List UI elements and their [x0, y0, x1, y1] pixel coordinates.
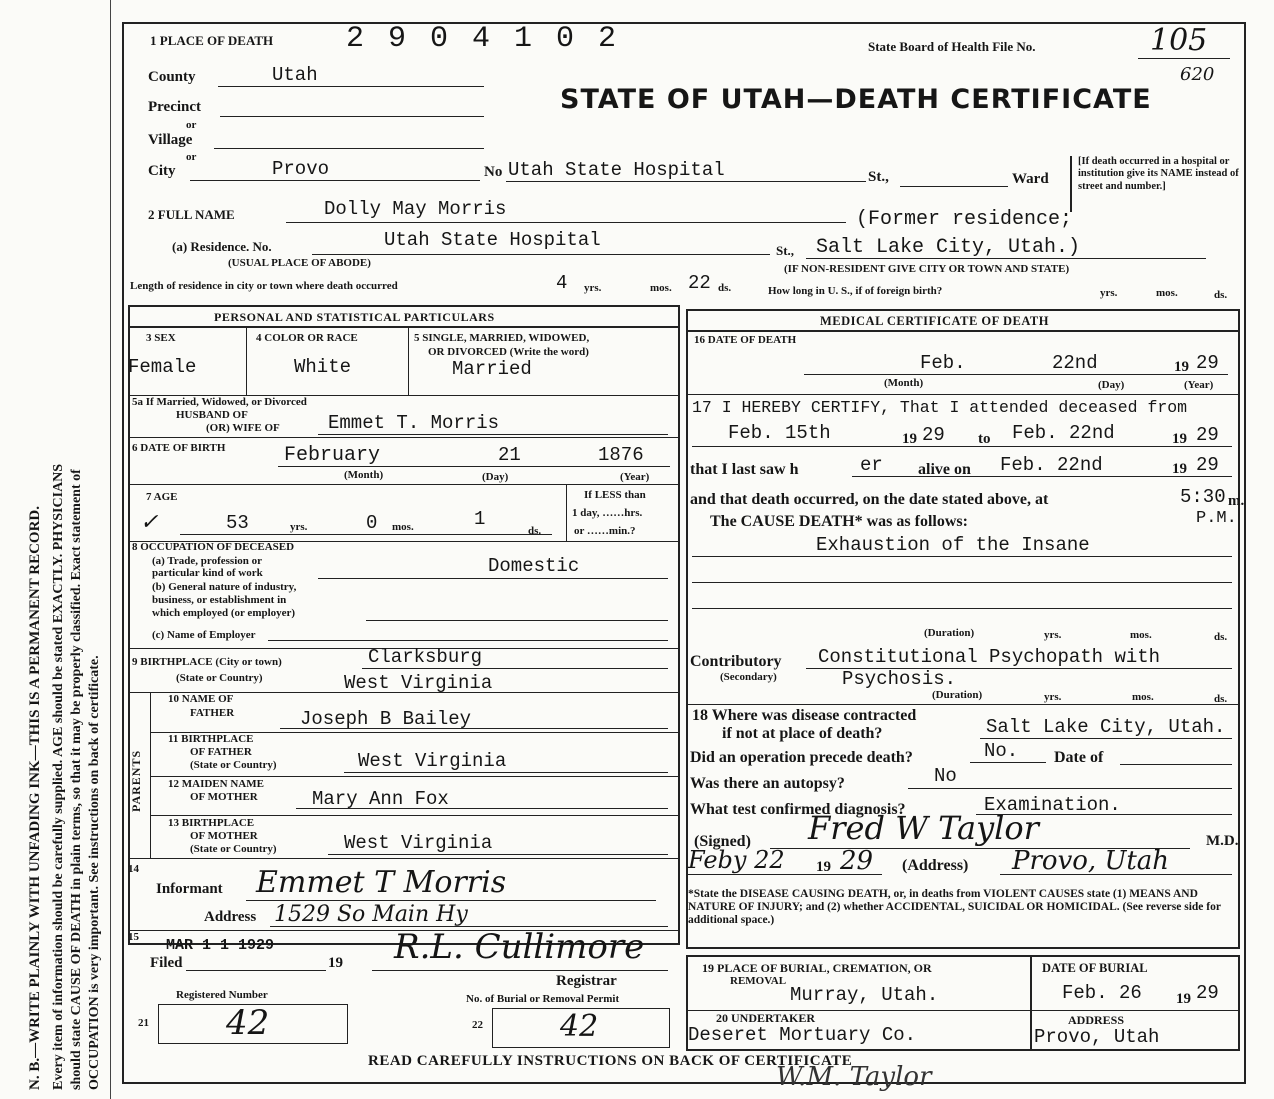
informant-num: 14 [128, 863, 139, 875]
physician-signature: Fred W Taylor [808, 809, 1039, 847]
occ-a-2: particular kind of work [152, 567, 263, 579]
or-2: or [186, 151, 197, 163]
cause-line-1 [692, 556, 1232, 557]
alive-on-label: alive on [918, 461, 971, 478]
stamp-number: 2 9 0 4 1 0 2 [346, 22, 620, 56]
burial-permit-num: 22 [472, 1019, 483, 1031]
length-label: Length of residence in city or town where death occurred [130, 280, 398, 292]
medical-heading: MEDICAL CERTIFICATE OF DEATH [820, 314, 1049, 328]
occ-c-line [268, 640, 668, 641]
sig-19: 19 [816, 859, 831, 875]
date-of-line [1120, 764, 1232, 765]
row-rule-3 [128, 484, 680, 485]
side-note-1: N. B.—WRITE PLAINLY WITH UNFADING INK—THIS IS A PERMANENT RECORD. [27, 506, 43, 1090]
city-value: Provo [272, 158, 330, 180]
less-divider [566, 484, 567, 541]
duration-mos-2: mos. [1132, 691, 1154, 703]
sig-address-line [1000, 874, 1232, 875]
dod-year-label: (Year) [1184, 379, 1214, 391]
dod-label: 16 DATE OF DEATH [694, 334, 797, 346]
precinct-line [220, 116, 484, 117]
city-line [190, 180, 480, 181]
full-name-line [286, 222, 846, 223]
occupation-value: Domestic [488, 555, 580, 577]
autopsy-label: Was there an autopsy? [690, 775, 845, 792]
less-than-2: 1 day, ……hrs. [572, 507, 643, 519]
res-st-label: St., [776, 243, 795, 258]
md-label: M.D. [1206, 833, 1239, 849]
side-note-3: should state CAUSE OF DEATH in plain terms, so that it may be properly classified. Exact statement of [69, 469, 84, 1090]
dob-year: 1876 [598, 444, 644, 466]
no-value: Utah State Hospital [508, 159, 725, 181]
registrar-line [372, 970, 668, 971]
informant-address-label: Address [204, 909, 257, 925]
registrar-label: Registrar [556, 973, 617, 989]
attended-from: Feb. 15th [728, 422, 831, 444]
side-note-4: OCCUPATION is very important. See instructions on back of certificate. [87, 655, 102, 1090]
full-name-value: Dolly May Morris [324, 198, 507, 220]
personal-heading: PERSONAL AND STATISTICAL PARTICULARS [214, 310, 495, 324]
med-rule-1 [686, 394, 1240, 395]
burial-date-year: 29 [1196, 982, 1219, 1004]
undertaker-label: 20 UNDERTAKER [716, 1011, 816, 1025]
burial-place-label-1: 19 PLACE OF BURIAL, CREMATION, OR [702, 961, 932, 975]
fbirth-label-2: OF FATHER [190, 746, 252, 758]
sig-date-line [688, 874, 882, 875]
duration-mos-1: mos. [1130, 629, 1152, 641]
city-label: City [148, 163, 176, 179]
dod-day: 22nd [1052, 352, 1098, 374]
how-long-yrs: yrs. [1100, 287, 1118, 299]
color-divider [408, 327, 409, 395]
reg-num: 21 [138, 1017, 149, 1029]
contributory-1: Constitutional Psychopath with [818, 646, 1161, 668]
color-value: White [294, 356, 352, 378]
dob-day: 21 [498, 444, 521, 466]
mbirth-line [328, 854, 668, 855]
mbirth-label-3: (State or Country) [190, 843, 277, 855]
dob-month-label: (Month) [344, 469, 384, 481]
mother-line [296, 808, 668, 809]
reg-number-value: 42 [226, 1003, 270, 1043]
former-residence: (Former residence; [856, 208, 1073, 231]
duration-ds-1: ds. [1214, 631, 1228, 643]
parents-left-rule [150, 692, 151, 858]
burial-address-label: ADDRESS [1068, 1013, 1125, 1027]
occupation-label: 8 OCCUPATION OF DECEASED [132, 541, 295, 553]
time-of-death: 5:30 [1180, 486, 1226, 508]
usual-abode: (USUAL PLACE OF ABODE) [228, 257, 371, 269]
last-saw-label: that I last saw h [690, 461, 799, 478]
last-saw-pronoun: er [860, 454, 883, 476]
row-rule-8 [150, 776, 680, 777]
age-check: ✓ [140, 510, 159, 535]
how-long-label: How long in U. S., if of foreign birth? [768, 285, 943, 297]
birthplace-state: West Virginia [344, 672, 493, 694]
spouse-label-1: 5a If Married, Widowed, or Divorced [132, 396, 307, 408]
test-value: Examination. [984, 794, 1121, 816]
burial-permit-value: 42 [560, 1009, 599, 1044]
st-line [900, 186, 1008, 187]
length-days: 22 [688, 272, 711, 294]
duration-label-1: (Duration) [924, 627, 975, 639]
attended-to-label: to [978, 431, 991, 447]
dod-day-label: (Day) [1098, 379, 1125, 391]
row-rule-10 [128, 858, 680, 859]
ward-label: Ward [1012, 171, 1049, 187]
dob-month: February [284, 444, 381, 467]
residence-city: Salt Lake City, Utah.) [816, 236, 1081, 259]
dod-month: Feb. [920, 352, 966, 374]
occ-a-1: (a) Trade, profession or [152, 555, 262, 567]
occ-b-2: business, or establishment in [152, 594, 287, 606]
full-name-label: 2 FULL NAME [148, 207, 235, 222]
sig-address: Provo, Utah [1012, 846, 1170, 876]
father-birthplace: West Virginia [358, 750, 507, 772]
precinct-label: Precinct [148, 99, 202, 115]
dod-month-label: (Month) [884, 377, 924, 389]
cause-footnote: *State the DISEASE CAUSING DEATH, or, in deaths from VIOLENT CAUSES state (1) MEANS AND NATURE OF INJURY; and (2) whether ACCIDENTAL, SUICIDAL OR HOMICIDAL. (See reverse side for additional space.) [688, 888, 1221, 927]
duration-label-2: (Duration) [932, 689, 983, 701]
marital-label-1: 5 SINGLE, MARRIED, WIDOWED, [414, 332, 590, 344]
father-value: Joseph B Bailey [300, 708, 472, 730]
birthplace-city: Clarksburg [368, 646, 483, 668]
filed-line [186, 970, 326, 971]
length-mos: mos. [650, 282, 672, 294]
occ-b-1: (b) General nature of industry, [152, 581, 297, 593]
nonresident-note: (IF NON-RESIDENT GIVE CITY OR TOWN AND STATE) [784, 263, 1070, 275]
age-line [180, 534, 552, 535]
fbirth-label-1: 11 BIRTHPLACE [168, 733, 254, 745]
file-note: 620 [1180, 64, 1215, 85]
autopsy-value: No [934, 765, 957, 787]
dob-line [278, 466, 670, 467]
last-saw-line [852, 476, 1232, 477]
place-of-death-label: 1 PLACE OF DEATH [150, 33, 274, 48]
length-ds: ds. [718, 282, 732, 294]
dod-19: 19 [1174, 359, 1189, 375]
fbirth-line [344, 772, 668, 773]
age-days: 1 [474, 508, 486, 530]
attended-to-19: 19 [1172, 431, 1187, 447]
less-than-1: If LESS than [584, 489, 646, 501]
informant-label: Informant [156, 881, 223, 897]
color-label: 4 COLOR OR RACE [256, 332, 358, 344]
burial-date-label: DATE OF BURIAL [1042, 961, 1148, 975]
spouse-label-3: (OR) WIFE OF [206, 422, 280, 434]
contributory-2: Psychosis. [842, 668, 957, 690]
dod-year: 29 [1196, 352, 1219, 374]
burial-address: Provo, Utah [1034, 1026, 1160, 1048]
undertaker-value: Deseret Mortuary Co. [688, 1024, 917, 1046]
dob-day-label: (Day) [482, 471, 509, 483]
no-label: No [484, 164, 503, 180]
operation-value: No. [984, 740, 1019, 762]
no-line [506, 181, 866, 182]
or-1: or [186, 119, 197, 131]
instructions-footer: READ CAREFULLY INSTRUCTIONS ON BACK OF CERTIFICATE [368, 1053, 853, 1069]
informant-signature: Emmet T Morris [256, 865, 507, 900]
duration-yrs-2: yrs. [1044, 691, 1062, 703]
marital-label-2: OR DIVORCED (Write the word) [428, 346, 589, 358]
mbirth-label-2: OF MOTHER [190, 830, 258, 842]
residence-line [312, 254, 770, 255]
attended-to: Feb. 22nd [1012, 422, 1115, 444]
fbirth-label-3: (State or Country) [190, 759, 277, 771]
file-no: 105 [1150, 23, 1208, 58]
marital-value: Married [452, 358, 532, 380]
spouse-line [318, 434, 668, 435]
birthplace-state-label: (State or Country) [176, 672, 263, 684]
sig-year: 29 [840, 846, 874, 876]
age-months: 0 [366, 512, 378, 534]
burial-divider [1030, 955, 1032, 1051]
age-years: 53 [226, 512, 249, 534]
reg-number-label: Registered Number [176, 989, 268, 1001]
father-line [280, 728, 668, 729]
certificate-title: STATE OF UTAH—DEATH CERTIFICATE [560, 84, 1152, 115]
burial-place: Murray, Utah. [790, 984, 939, 1006]
med-rule-2 [686, 704, 1240, 705]
occ-c: (c) Name of Employer [152, 629, 256, 641]
row-rule-9 [150, 815, 680, 816]
informant-line [246, 900, 656, 901]
occurred-label: and that death occurred, on the date stated above, at [690, 491, 1049, 508]
father-label-2: FATHER [190, 707, 235, 719]
age-mos: mos. [392, 521, 414, 533]
birthplace-city-line [362, 668, 668, 669]
occupation-line [318, 578, 668, 579]
last-saw-19: 19 [1172, 461, 1187, 477]
medical-heading-rule [686, 330, 1240, 332]
filed-stamp: MAR 1 1 1929 [166, 937, 275, 954]
length-yrs: yrs. [584, 282, 602, 294]
personal-heading-rule [128, 326, 680, 328]
spouse-value: Emmet T. Morris [328, 412, 500, 434]
pm-label: P.M. [1196, 509, 1237, 528]
mbirth-label-1: 13 BIRTHPLACE [168, 817, 255, 829]
burial-date: Feb. 26 [1062, 982, 1142, 1004]
attended-line [692, 446, 1232, 447]
file-no-label: State Board of Health File No. [868, 39, 1036, 54]
row-rule-2 [128, 437, 680, 438]
informant-address: 1529 So Main Hy [274, 902, 468, 927]
contracted-line [980, 738, 1232, 739]
m-label: m. [1228, 493, 1245, 509]
contributory-label: Contributory [690, 653, 782, 670]
cause-label: The CAUSE DEATH* was as follows: [710, 513, 968, 530]
county-label: County [148, 69, 196, 85]
mother-label-1: 12 MAIDEN NAME [168, 778, 264, 790]
operation-label: Did an operation precede death? [690, 749, 913, 766]
burial-permit-label: No. of Burial or Removal Permit [466, 993, 620, 1005]
file-no-line [1138, 58, 1230, 59]
contracted-label-2: if not at place of death? [722, 725, 883, 742]
burial-date-19: 19 [1176, 991, 1191, 1007]
signature-date: Feby 22 [688, 846, 785, 874]
cause-line-2 [692, 582, 1232, 583]
last-saw-date: Feb. 22nd [1000, 454, 1103, 476]
autopsy-line [908, 788, 1232, 789]
registrar-signature: R.L. Cullimore [394, 927, 645, 967]
occ-b-3: which employed (or employer) [152, 607, 296, 619]
age-yrs: yrs. [290, 521, 308, 533]
last-saw-year: 29 [1196, 454, 1219, 476]
parents-label: PARENTS [129, 749, 143, 812]
st-label: St., [868, 169, 889, 185]
attended-to-year: 29 [1196, 424, 1219, 446]
dod-line [804, 374, 1228, 375]
filed-label: Filed [150, 955, 183, 971]
father-label-1: 10 NAME OF [168, 693, 234, 705]
test-label: What test confirmed diagnosis? [690, 801, 906, 818]
sex-value: Female [128, 356, 197, 378]
sex-label: 3 SEX [146, 332, 176, 344]
dob-label: 6 DATE OF BIRTH [132, 442, 226, 454]
less-than-3: or ……min.? [574, 525, 636, 537]
secondary-label: (Secondary) [720, 671, 777, 683]
sig-address-label: (Address) [902, 857, 969, 874]
duration-ds-2: ds. [1214, 693, 1228, 705]
cause-line-3 [692, 608, 1232, 609]
mother-value: Mary Ann Fox [312, 788, 449, 810]
operation-line [970, 762, 1046, 763]
village-line [214, 148, 484, 149]
county-line [218, 86, 484, 87]
age-ds: ds. [528, 525, 542, 537]
margin-rule [110, 0, 111, 1099]
occ-b-line [366, 620, 668, 621]
side-note-2: Every item of information should be carefully supplied. AGE should be stated EXACTLY. PHYSICIANS [51, 463, 66, 1090]
county-value: Utah [272, 64, 318, 86]
bracket-note: [If death occurred in a hospital or institution give its NAME instead of street and number.] [1070, 156, 1240, 212]
spouse-label-2: HUSBAND OF [176, 409, 248, 421]
length-years: 4 [556, 272, 568, 294]
cause-value: Exhaustion of the Insane [816, 534, 1090, 556]
duration-yrs-1: yrs. [1044, 629, 1062, 641]
footer-signature: W.M. Taylor [776, 1062, 932, 1092]
residence-value: Utah State Hospital [384, 229, 601, 251]
filed-num: 15 [128, 931, 139, 943]
attended-from-year: 29 [922, 424, 945, 446]
certify-label: 17 I HEREBY CERTIFY, That I attended deceased from [692, 398, 1188, 417]
contracted-value: Salt Lake City, Utah. [986, 716, 1226, 738]
age-label: 7 AGE [146, 491, 178, 503]
residence-label: (a) Residence. No. [172, 239, 272, 254]
village-label: Village [148, 132, 193, 148]
contracted-label-1: 18 Where was disease contracted [692, 707, 917, 724]
filed-19: 19 [328, 955, 343, 971]
how-long-mos: mos. [1156, 287, 1178, 299]
mother-birthplace: West Virginia [344, 832, 493, 854]
dob-year-label: (Year) [620, 471, 650, 483]
date-of-label: Date of [1054, 749, 1104, 766]
how-long-ds: ds. [1214, 289, 1228, 301]
burial-place-label-2: REMOVAL [730, 975, 787, 987]
sex-divider [246, 327, 247, 395]
attended-from-19: 19 [902, 431, 917, 447]
mother-label-2: OF MOTHER [190, 791, 258, 803]
residence-city-line [806, 258, 1206, 259]
birthplace-label: 9 BIRTHPLACE (City or town) [132, 656, 282, 668]
signed-label: (Signed) [694, 833, 751, 850]
